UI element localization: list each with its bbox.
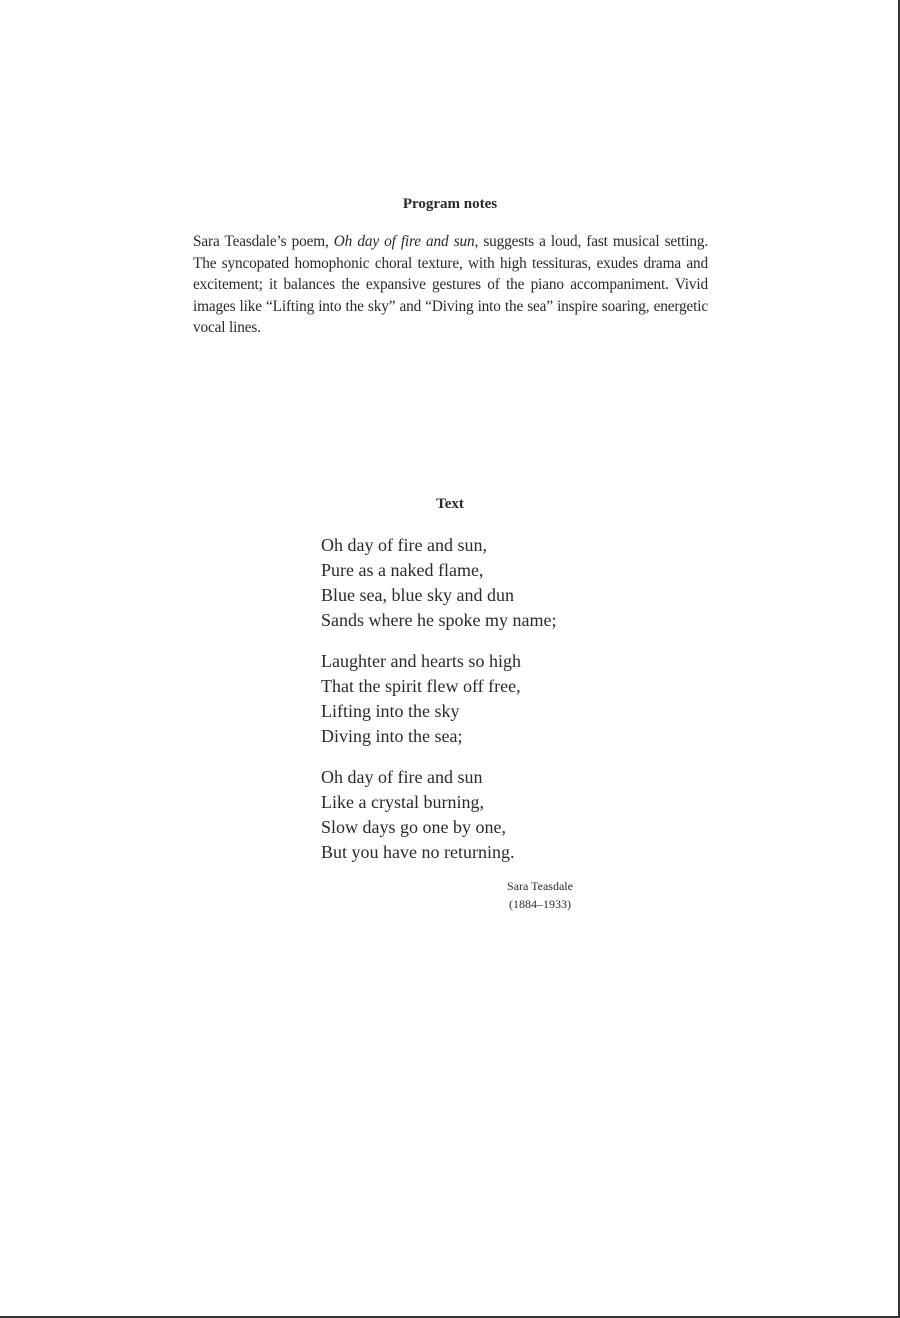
poem-line: Lifting into the sky	[321, 701, 460, 721]
poem-line: Pure as a naked flame,	[321, 560, 484, 580]
text-heading: Text	[436, 496, 464, 512]
author-dates: (1884–1933)	[509, 897, 571, 911]
poem-line: Slow days go one by one,	[321, 817, 506, 837]
poem-line: Like a crystal burning,	[321, 792, 484, 812]
program-notes-body: , suggests a loud, fast musical setting. The syncopated homophonic choral texture, with high tessituras, exudes drama and excitement; it balances the expansive gestures of the piano accompaniment. Vivid images like “Lifting into the sky” and “Diving into the sea” inspire soaring, energetic vocal lines.	[193, 233, 709, 336]
poem-line: Laughter and hearts so high	[321, 651, 521, 671]
program-notes-heading: Program notes	[402, 196, 498, 212]
poem-line: That the spirit flew off free,	[321, 676, 521, 696]
program-notes-intro: Sara Teasdale’s poem,	[193, 233, 334, 250]
stanza	[321, 533, 621, 633]
stanza	[321, 649, 621, 749]
poem-line: Sands where he spoke my name;	[321, 610, 557, 630]
author-name: Sara Teasdale	[507, 879, 573, 893]
poem-line: Diving into the sea;	[321, 726, 463, 746]
poem-line: But you have no returning.	[321, 842, 515, 862]
poem-line: Oh day of fire and sun	[321, 767, 483, 787]
poem	[321, 533, 621, 881]
poem-attribution	[490, 877, 590, 913]
poem-line: Blue sea, blue sky and dun	[321, 585, 514, 605]
poem-line: Oh day of fire and sun,	[321, 535, 487, 555]
program-notes-poem-title: Oh day of fire and sun	[333, 233, 475, 250]
program-notes-paragraph	[193, 231, 708, 339]
stanza	[321, 765, 621, 865]
